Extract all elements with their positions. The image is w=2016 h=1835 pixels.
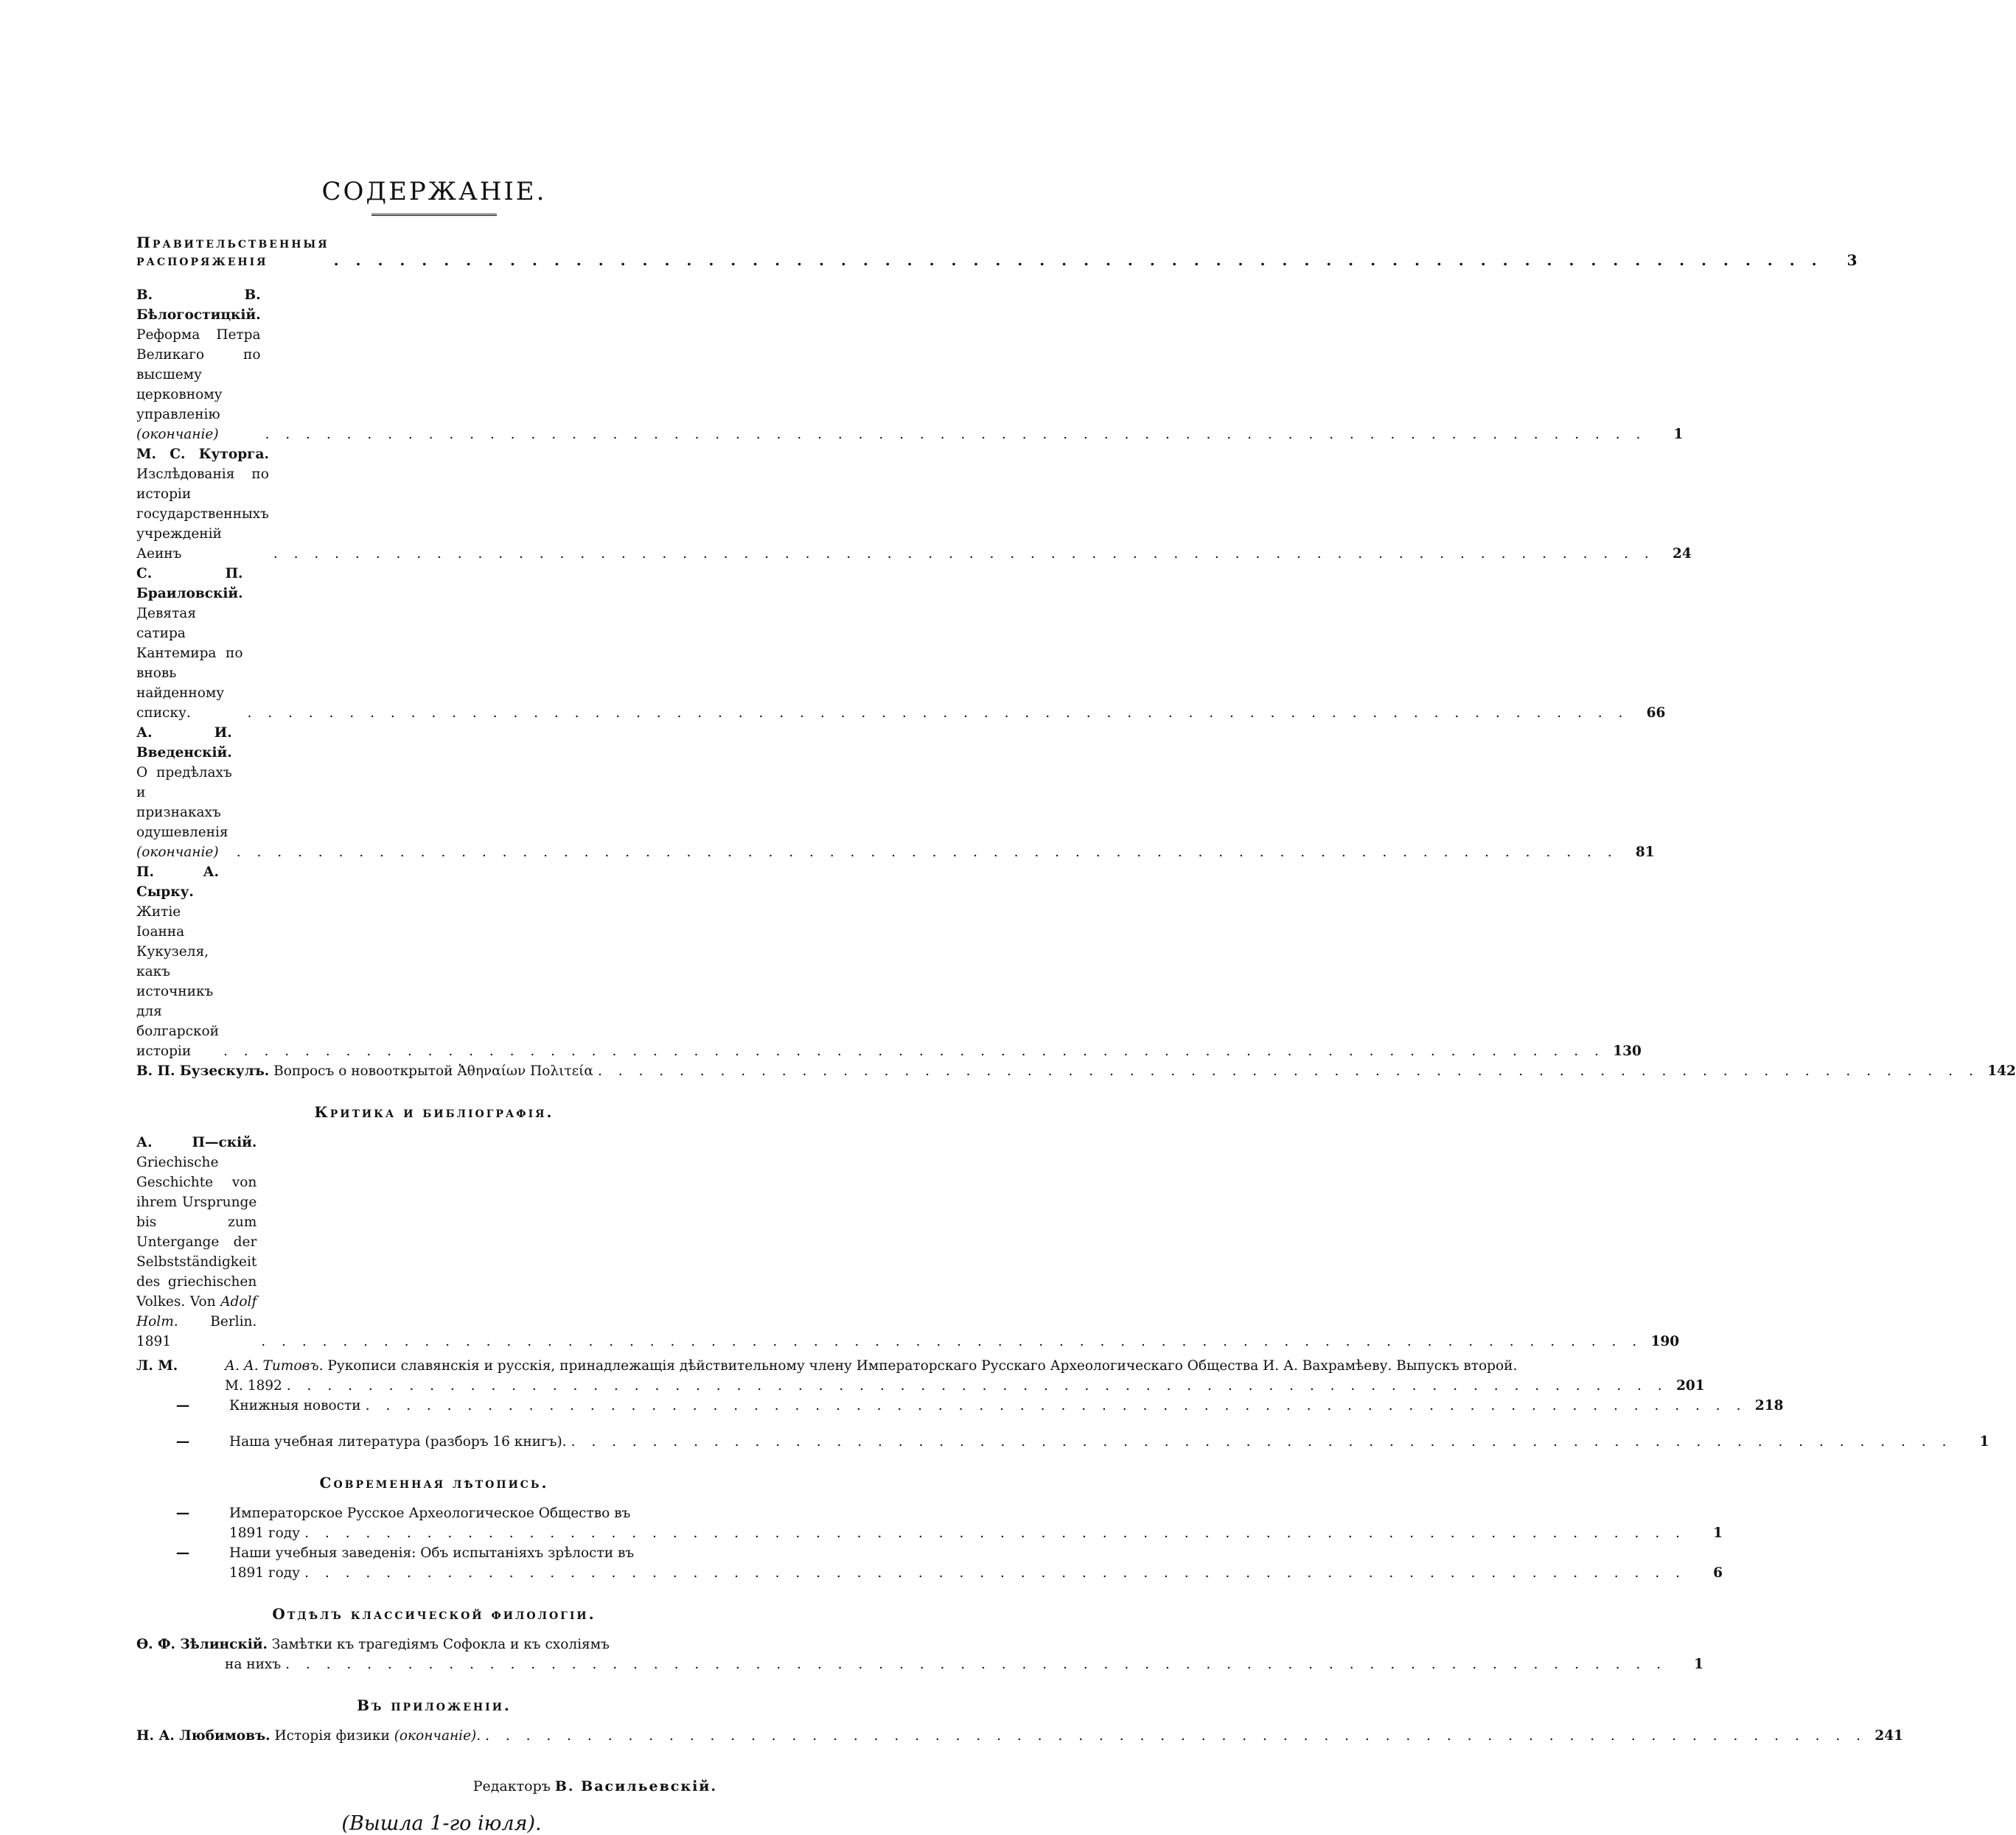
page-number: 241	[1874, 1728, 1904, 1744]
list-item	[136, 1432, 1989, 1452]
leader-dots	[304, 1523, 1686, 1543]
entry-title: Изслѣдованія по исторіи государственныхъ учрежденій Аеинъ	[136, 466, 269, 562]
entry-name: А. А. Титовъ.	[225, 1358, 324, 1374]
handwritten-note: (Вышла 1-го іюля).	[341, 1812, 542, 1835]
page-number: 190	[1650, 1334, 1680, 1349]
leader-dots	[485, 1726, 1866, 1746]
entry-title: Наши учебныя заведенія: Объ испытаніяхъ зрѣлости въ	[229, 1545, 635, 1561]
page-number: 1	[1979, 1434, 1989, 1450]
leader-dots	[285, 1654, 1667, 1674]
page-number: 66	[1646, 705, 1666, 721]
entry-note: (окончаніе)	[136, 845, 219, 860]
title-underline	[372, 214, 497, 216]
entry-author: В. П. Бузескулъ.	[136, 1063, 270, 1079]
entry-title: Наша учебная литература (разборъ 16 книгъ).	[229, 1434, 567, 1450]
chronicle-heading: Современная лѣтопись.	[319, 1474, 549, 1492]
page-number: 6	[1713, 1565, 1723, 1581]
list-item	[136, 723, 1655, 862]
entry-title: Griechische Geschichte von ihrem Ursprunge bis zum Untergange der Selbstständigkeit des griechischen Volkes.	[136, 1155, 257, 1310]
leader-dots	[265, 424, 1647, 444]
entry-dash: —	[175, 1398, 190, 1413]
list-item	[136, 1396, 1784, 1416]
list-item	[136, 1726, 1904, 1746]
list-item	[136, 1503, 1723, 1543]
leader-dots	[571, 1432, 1953, 1452]
entry-title-tail: 1891 году	[229, 1565, 301, 1581]
page-title: СОДЕРЖАНІЕ.	[321, 177, 547, 206]
list-item	[136, 1635, 1703, 1674]
classical-list	[136, 1635, 1703, 1674]
entry-title-tail: М. 1892	[225, 1378, 282, 1394]
entry-author: А. П—скій.	[136, 1135, 257, 1150]
table-of-contents	[136, 177, 2016, 1835]
entry-author: Н. А. Любимовъ.	[136, 1728, 271, 1744]
critique-heading: Критика и библіографія.	[314, 1103, 554, 1121]
page-number: 1	[1713, 1525, 1723, 1541]
list-item	[136, 444, 1692, 564]
leader-dots	[287, 1376, 1668, 1396]
entry-title: Императорское Русское Археологическое Общество въ	[229, 1506, 631, 1521]
entry-dash: —	[175, 1506, 190, 1521]
entry-name: Adolf Holm.	[136, 1294, 257, 1329]
entry-author: С. П. Браиловскій.	[136, 566, 243, 601]
leader-dots	[248, 703, 1629, 723]
entry-dash: —	[175, 1434, 190, 1450]
entry-title-cont: Von	[189, 1294, 216, 1310]
list-item	[136, 1133, 1680, 1352]
entry-title-tail: Berlin. 1891	[136, 1314, 257, 1349]
entry-title: Житіе Іоанна Кукузеля, какъ источникъ для болгарской исторіи	[136, 904, 219, 1059]
leader-dots	[261, 1332, 1642, 1352]
entry-title-tail: на нихъ	[225, 1657, 282, 1672]
classical-heading: Отдѣлъ классической филологіи.	[272, 1605, 596, 1623]
chronicle-list	[136, 1503, 1723, 1583]
page-number: 142	[1987, 1063, 2016, 1079]
entry-title: Вопросъ о новооткрытой Ἀθηναίων Πολιτεία	[273, 1063, 593, 1079]
entry-author: М. С. Куторга.	[136, 447, 269, 462]
editor-name: В. Васильевскій.	[554, 1778, 717, 1794]
leader-dots	[237, 842, 1618, 862]
entry-title: Реформа Петра Великаго по высшему церковному управленію	[136, 327, 261, 422]
entry-title: Рукописи славянскія и русскія, принадлежащія дѣйствительному члену Императорскаго Русскаго Археологическаго Общества И. А. Вахрамѣеву. Выпускъ второй.	[327, 1358, 1518, 1374]
list-item	[136, 862, 1642, 1061]
entry-title: О предѣлахъ и признакахъ одушевленія	[136, 765, 232, 840]
gov-section-label: Правительственныя распоряженія	[136, 234, 329, 269]
appendix-heading: Въ приложеніи.	[357, 1696, 512, 1714]
entry-title: Замѣтки къ трагедіямъ Софокла и къ схоліямъ	[271, 1637, 610, 1652]
page-number: 218	[1754, 1398, 1784, 1413]
leader-dots	[334, 251, 1823, 269]
entry-dash: —	[175, 1545, 190, 1561]
leader-dots	[304, 1563, 1686, 1583]
editor-label: Редакторъ	[472, 1778, 551, 1794]
gov-section-row	[136, 234, 1860, 269]
page-number: 1	[1673, 427, 1684, 442]
list-item	[136, 1543, 1723, 1583]
leader-dots	[223, 1041, 1605, 1061]
page-number: 81	[1635, 845, 1655, 860]
page-number: 1	[1694, 1657, 1703, 1672]
entry-author: П. А. Сырку.	[136, 864, 219, 900]
list-item	[136, 1356, 1705, 1396]
entry-title: Исторія физики	[274, 1728, 390, 1744]
leader-dots	[273, 544, 1655, 564]
editor-line	[136, 1778, 732, 1794]
page-number: 3	[1846, 251, 1860, 269]
critique-list	[136, 1133, 1989, 1452]
entry-author: Ѳ. Ф. Зѣлинскій.	[136, 1637, 268, 1652]
appendix-list	[136, 1726, 1904, 1746]
leader-dots	[598, 1061, 1979, 1081]
entry-note: (окончаніе)	[136, 427, 219, 442]
entry-author: В. В. Бѣлогостицкій.	[136, 287, 261, 323]
entry-title: Книжныя новости	[229, 1398, 361, 1413]
entry-title-tail: 1891 году	[229, 1525, 301, 1541]
list-item	[136, 564, 1666, 723]
articles-list	[136, 285, 2016, 1081]
page-number: 201	[1676, 1378, 1705, 1394]
entry-note: (окончаніе).	[394, 1728, 481, 1744]
page-number: 24	[1673, 546, 1692, 562]
leader-dots	[366, 1396, 1747, 1416]
entry-author: А. И. Введенскій.	[136, 725, 232, 761]
list-item	[136, 1061, 2016, 1081]
list-item	[136, 285, 1684, 444]
entry-title: Девятая сатира Кантемира по вновь найденному списку.	[136, 606, 243, 721]
entry-author: Л. М.	[136, 1358, 178, 1374]
page-number: 130	[1613, 1044, 1642, 1059]
